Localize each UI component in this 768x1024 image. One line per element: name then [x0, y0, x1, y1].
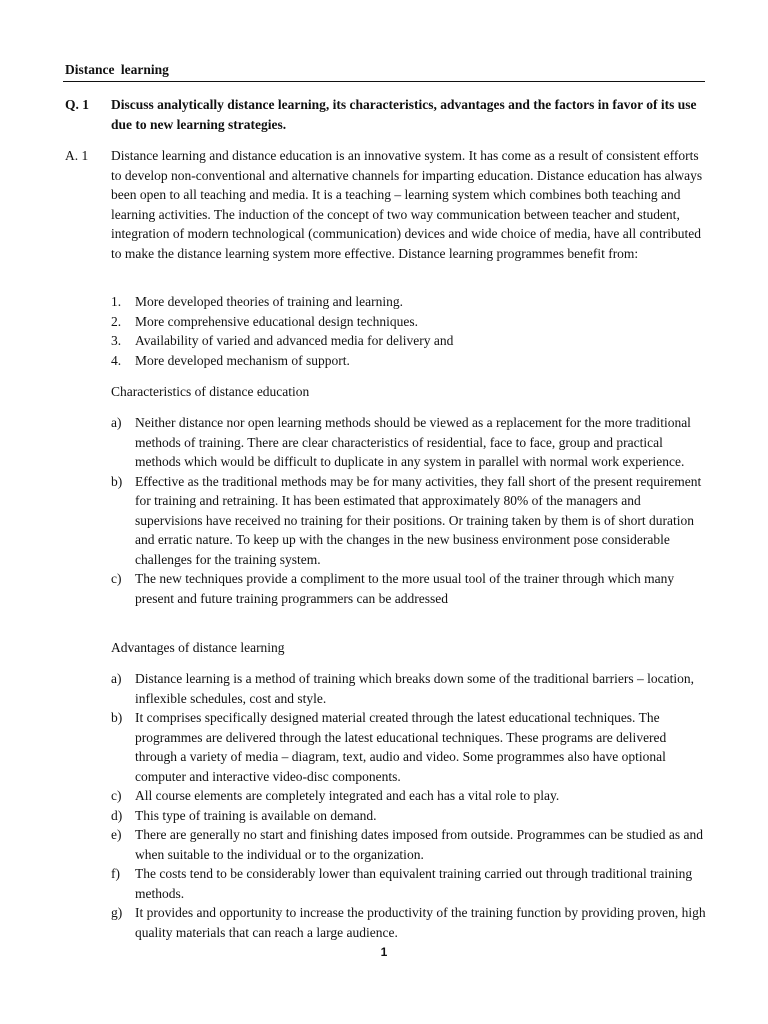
list-item: c) All course elements are completely integrated and each has a vital role to play. — [111, 788, 560, 803]
document-title: Distance learning — [65, 62, 169, 77]
benefits-list-container — [111, 292, 711, 370]
title-divider — [63, 81, 705, 82]
list-item: 3. Availability of varied and advanced media for delivery and — [111, 333, 454, 348]
advantages-heading: Advantages of distance learning — [111, 640, 285, 655]
benefits-list — [111, 292, 711, 370]
advantages-list-container — [111, 669, 711, 942]
list-item: c) The new techniques provide a compliment to the more usual tool of the trainer through which many present and future training programmers can be addressed — [111, 571, 675, 606]
list-item: 4. More developed mechanism of support. — [111, 352, 350, 368]
list-item: f) The costs tend to be considerably lower than equivalent training carried out through traditional training methods. — [111, 866, 693, 901]
list-item: g) It provides and opportunity to increase the productivity of the training function by providing proven, high quality materials that can reach a large audience. — [111, 905, 706, 940]
list-item: 2. More comprehensive educational design techniques. — [111, 313, 419, 329]
answer-block — [65, 146, 705, 263]
question-block — [65, 95, 705, 134]
characteristics-heading: Characteristics of distance education — [111, 384, 310, 399]
question-text: Discuss analytically distance learning, its characteristics, advantages and the factors in favor of its use due to new learning strategies. — [111, 97, 697, 132]
list-item: e) There are generally no start and finishing dates imposed from outside. Programmes can be studied as and when suitable to the individual or to the organization. — [111, 827, 703, 862]
answer-text: Distance learning and distance education is an innovative system. It has come as a result of consistent efforts to develop non-conventional and alternative channels for imparting education. Distance education has always been open to all teaching and media. It is a teaching – learning system which combines both teaching and learning activities. The induction of the concept of two way communication between teacher and student, integration of modern technological (communication) devices and wide choice of media, have all contributed to make the distance learning system more effective. Distance learning programmes benefit from: — [111, 148, 703, 261]
list-item: a) Distance learning is a method of training which breaks down some of the traditional barriers – location, inflexible schedules, cost and style. — [111, 671, 694, 706]
list-item: b) It comprises specifically designed material created through the latest educational techniques. The programmes are delivered through the latest educational techniques. These programs are delivered through a variety of media – diagram, text, audio and video. Some programmes also have optional computer and interactive video-disc components. — [111, 710, 667, 784]
answer-label: A. 1 — [65, 148, 89, 163]
characteristics-list — [111, 413, 711, 608]
page-number: 1 — [380, 945, 388, 959]
list-item: 1. More developed theories of training and learning. — [111, 294, 404, 309]
question-label: Q. 1 — [65, 97, 90, 112]
characteristics-list-container — [111, 413, 711, 608]
list-item: a) Neither distance nor open learning methods should be viewed as a replacement for the more traditional methods of training. There are clear characteristics of residential, face to face, group and practical methods which would be difficult to duplicate in any system in parallel with normal work experience. — [111, 415, 691, 469]
list-item: b) Effective as the traditional methods may be for many activities, they fall short of the present requirement for training and retraining. It has been estimated that approximately 80% of the managers and supervisions have received no training for their positions. Or training taken by them is of short duration and erratic nature. To keep up with the changes in the new business environment pose considerable challenges for the training system. — [111, 473, 702, 567]
list-item: d) This type of training is available on demand. — [111, 807, 377, 823]
advantages-list — [111, 669, 711, 942]
